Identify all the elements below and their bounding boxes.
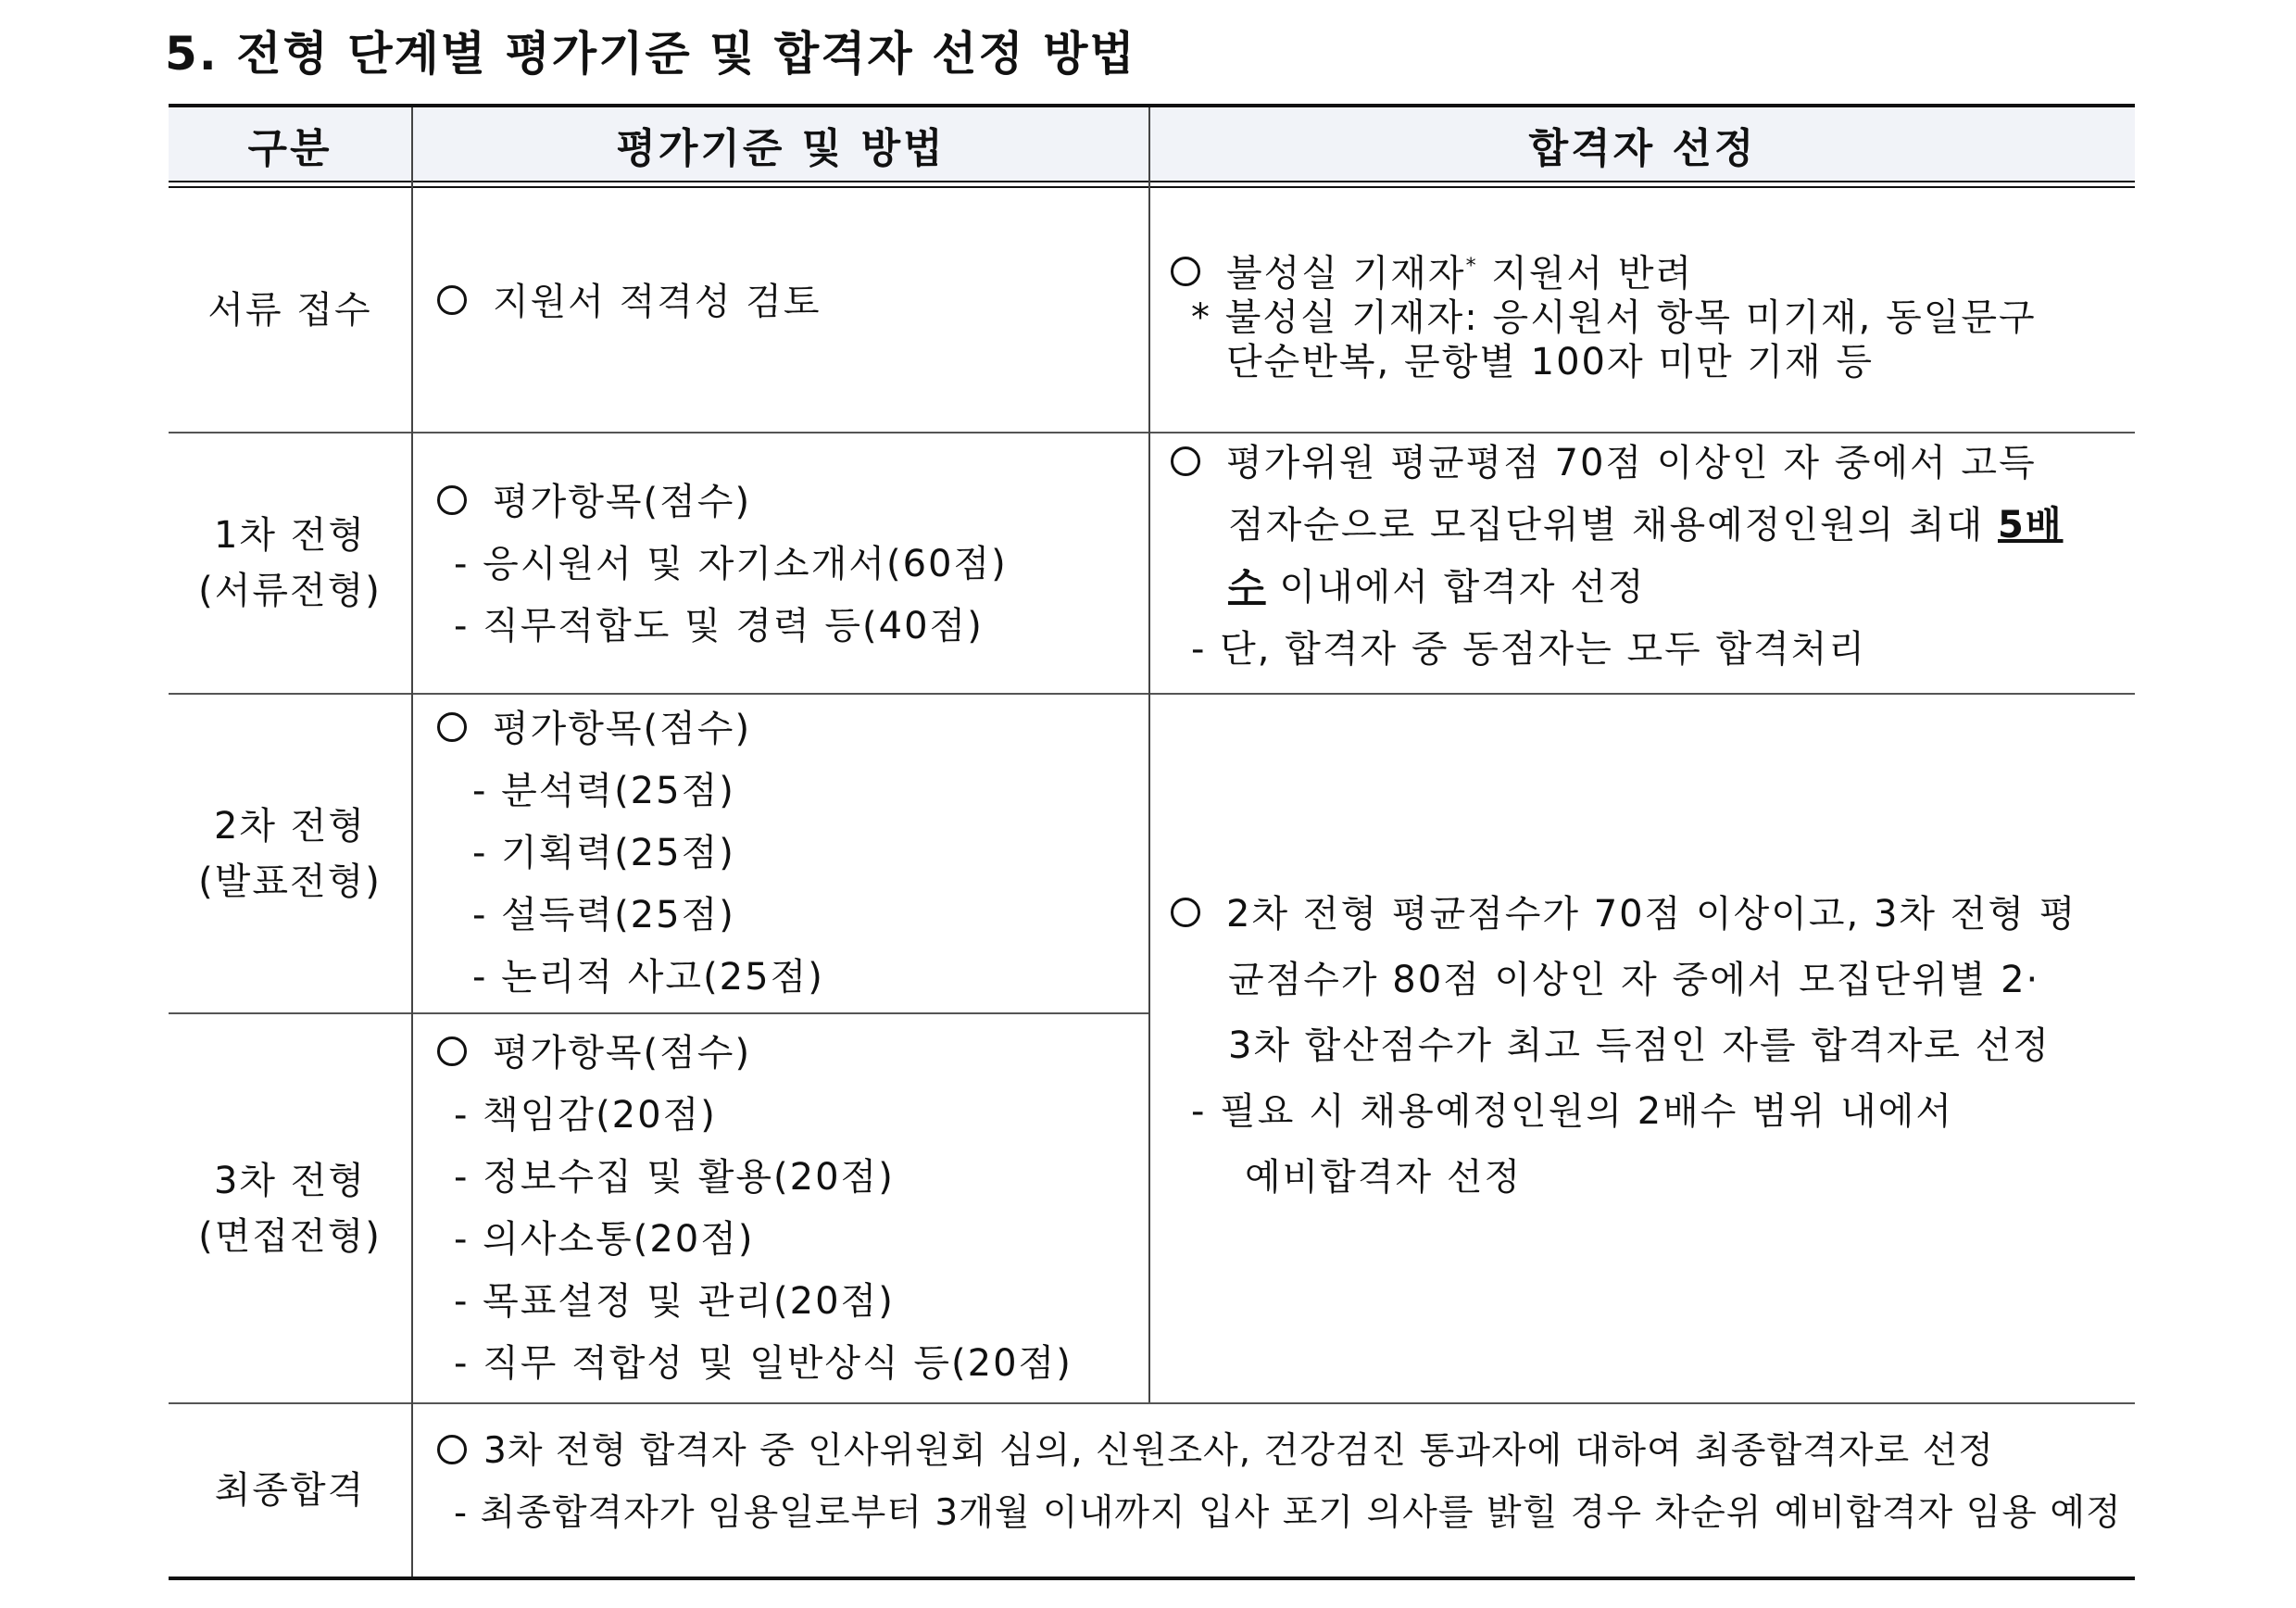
- selection-round1-line4: - 단, 합격자 중 동점자는 모두 합격처리: [1191, 628, 1867, 671]
- bullet-circle-icon: [1171, 257, 1200, 286]
- row-divider-round3: [169, 1402, 2135, 1404]
- criteria-round3-head: 평가항목(점수): [493, 1032, 752, 1074]
- header-category: 구분: [247, 125, 332, 172]
- selection-round23-line1: 2차 전형 평균점수가 70점 이상이고, 3차 전형 평: [1226, 893, 2077, 936]
- criteria-round2-head: 평가항목(점수): [493, 708, 752, 750]
- header-selection: 합격자 선정: [1528, 125, 1757, 172]
- criteria-round2-item-1: - 분석력(25점): [472, 770, 735, 812]
- bullet-circle-icon: [437, 712, 467, 742]
- table-top-rule: [169, 104, 2135, 107]
- col-divider-2: [1148, 107, 1150, 1402]
- category-round3: [169, 1014, 411, 1402]
- row-divider-round1: [169, 693, 2135, 695]
- selection-doc-line2: * 불성실 기재자: 응시원서 항목 미기재, 동일문구: [1191, 296, 2037, 340]
- category-round3-l2: (면접전형): [198, 1214, 382, 1258]
- header-rule-1: [169, 181, 2135, 182]
- criteria-round2: [437, 698, 824, 1009]
- final-content: [437, 1420, 2122, 1544]
- selection-round1-line2a: 점자순으로 모집단위별 채용예정인원의 최대: [1228, 504, 1999, 546]
- table-bottom-rule: [169, 1577, 2135, 1580]
- selection-round23: [1171, 882, 2076, 1211]
- selection-doc-line1: 불성실 기재자: [1226, 252, 1466, 295]
- category-round2-l2: (발표전형): [198, 860, 382, 903]
- footnote-mark: *: [1465, 255, 1478, 278]
- selection-round1-line1: 평가위원 평균평점 70점 이상인 자 중에서 고득: [1226, 442, 2037, 484]
- criteria-round3: [437, 1023, 1073, 1395]
- evaluation-table: [169, 104, 2135, 1577]
- criteria-round2-item-4: - 논리적 사고(25점): [472, 956, 824, 999]
- selection-round1-line2b: 5배: [1998, 504, 2064, 546]
- bullet-circle-icon: [437, 1036, 467, 1066]
- category-doc-label: 서류 접수: [207, 288, 372, 332]
- selection-doc-line3: 단순반복, 문항별 100자 미만 기재 등: [1226, 341, 1874, 384]
- category-round1: [169, 433, 411, 693]
- criteria-doc: [437, 271, 822, 333]
- header-criteria: 평가기준 및 방법: [616, 125, 946, 172]
- selection-round1: [1171, 433, 2064, 681]
- criteria-round3-item-1: - 책임감(20점): [454, 1094, 717, 1137]
- category-round1-l1: 1차 전형: [213, 514, 367, 557]
- criteria-round3-item-5: - 직무 적합성 및 일반상식 등(20점): [454, 1342, 1073, 1385]
- selection-doc: [1171, 245, 2037, 384]
- selection-round23-line3: 3차 합산점수가 최고 득점인 자를 합격자로 선정: [1228, 1024, 2051, 1067]
- category-round3-l1: 3차 전형: [213, 1159, 367, 1202]
- criteria-round1-item-2: - 직무적합도 및 경력 등(40점): [454, 605, 984, 647]
- bullet-circle-icon: [437, 1435, 467, 1464]
- selection-round23-line2: 균점수가 80점 이상인 자 중에서 모집단위별 2·: [1228, 959, 2040, 1001]
- criteria-round1-head: 평가항목(점수): [493, 481, 752, 523]
- header-rule-2: [169, 186, 2135, 188]
- selection-round1-line3a: 수: [1228, 566, 1266, 609]
- category-round1-l2: (서류전형): [198, 570, 382, 612]
- col-divider-1: [411, 107, 413, 1577]
- section-title: 5. 전형 단계별 평가기준 및 합격자 선정 방법: [165, 27, 1136, 81]
- category-round2-l1: 2차 전형: [213, 804, 367, 848]
- bullet-circle-icon: [1171, 446, 1200, 476]
- criteria-round3-item-2: - 정보수집 및 활용(20점): [454, 1156, 895, 1199]
- final-line2: - 최종합격자가 임용일로부터 3개월 이내까지 입사 포기 의사를 밝힐 경우 차순위 예비합격자 임용 예정: [454, 1492, 2122, 1534]
- category-doc: [169, 188, 411, 432]
- selection-round23-line5: 예비합격자 선정: [1245, 1156, 1523, 1199]
- bullet-circle-icon: [437, 285, 467, 315]
- category-round2: [169, 695, 411, 1012]
- bullet-circle-icon: [437, 485, 467, 515]
- criteria-round2-item-2: - 기획력(25점): [472, 832, 735, 874]
- criteria-round1: [437, 471, 1008, 658]
- selection-round1-line3b: 이내에서 합격자 선정: [1265, 566, 1646, 609]
- selection-doc-line1-tail: 지원서 반려: [1477, 252, 1694, 295]
- bullet-circle-icon: [1171, 898, 1200, 927]
- criteria-doc-text: 지원서 적격성 검토: [493, 281, 822, 323]
- final-line1: 3차 전형 합격자 중 인사위원회 심의, 신원조사, 건강검진 통과자에 대하여 최종합격자로 선정: [483, 1430, 1994, 1472]
- criteria-round3-item-4: - 목표설정 및 관리(20점): [454, 1280, 895, 1323]
- criteria-round2-item-3: - 설득력(25점): [472, 894, 735, 936]
- category-final: [169, 1404, 411, 1577]
- criteria-round1-item-1: - 응시원서 및 자기소개서(60점): [454, 543, 1008, 585]
- selection-round23-line4: - 필요 시 채용예정인원의 2배수 범위 내에서: [1191, 1090, 1954, 1133]
- criteria-round3-item-3: - 의사소통(20점): [454, 1218, 755, 1261]
- category-final-label: 최종합격: [214, 1469, 366, 1512]
